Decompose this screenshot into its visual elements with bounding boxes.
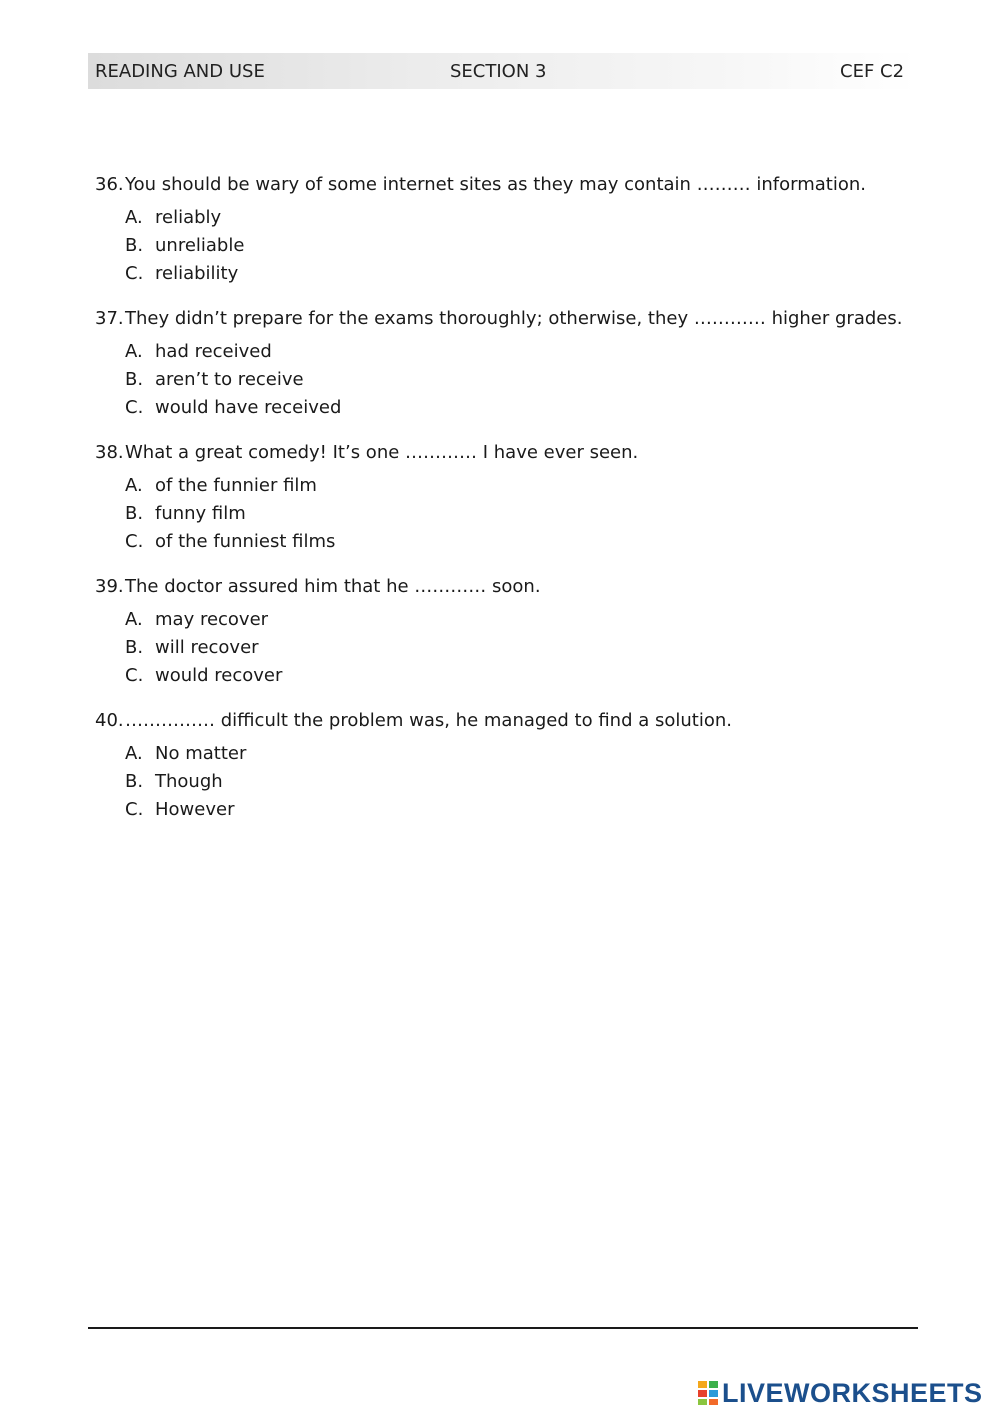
option-text: aren’t to receive xyxy=(155,369,304,390)
option-letter: B. xyxy=(125,235,144,256)
header-section: SECTION 3 xyxy=(450,61,547,82)
question-text: The doctor assured him that he ………… soon. xyxy=(125,576,541,597)
option-letter: A. xyxy=(125,207,143,228)
question-stem xyxy=(95,174,915,196)
option-letter: B. xyxy=(125,369,144,390)
logo-block xyxy=(708,1380,719,1389)
option-list xyxy=(125,207,915,291)
option-b[interactable] xyxy=(125,771,915,799)
question-number: 37. xyxy=(95,308,124,329)
brand-name: LIVEWORKSHEETS xyxy=(722,1378,983,1408)
option-letter: C. xyxy=(125,665,144,686)
option-c[interactable] xyxy=(125,397,915,425)
question-text: What a great comedy! It’s one ………… I have ever seen. xyxy=(125,442,639,463)
option-letter: A. xyxy=(125,743,143,764)
option-text: funny film xyxy=(155,503,246,524)
logo-block xyxy=(708,1389,719,1398)
question-number: 36. xyxy=(95,174,124,195)
option-letter: C. xyxy=(125,799,144,820)
option-text: would recover xyxy=(155,665,283,686)
question-number: 38. xyxy=(95,442,124,463)
option-letter: B. xyxy=(125,503,144,524)
question-stem xyxy=(95,576,915,598)
option-text: will recover xyxy=(155,637,259,658)
liveworksheets-logo-icon xyxy=(697,1380,719,1406)
logo-block xyxy=(697,1398,708,1406)
option-letter: C. xyxy=(125,263,144,284)
question-37 xyxy=(95,308,915,425)
question-number: 40. xyxy=(95,710,124,731)
option-letter: A. xyxy=(125,341,143,362)
option-c[interactable] xyxy=(125,799,915,827)
question-39 xyxy=(95,576,915,693)
option-letter: B. xyxy=(125,771,144,792)
option-a[interactable] xyxy=(125,341,915,369)
logo-block xyxy=(708,1398,719,1406)
option-text: may recover xyxy=(155,609,269,630)
question-stem xyxy=(95,308,915,330)
option-a[interactable] xyxy=(125,743,915,771)
option-text: would have received xyxy=(155,397,342,418)
option-list xyxy=(125,609,915,693)
option-text: reliability xyxy=(155,263,239,284)
option-letter: B. xyxy=(125,637,144,658)
option-text: unreliable xyxy=(155,235,245,256)
logo-block xyxy=(697,1389,708,1398)
footer-divider xyxy=(88,1327,918,1329)
option-a[interactable] xyxy=(125,475,915,503)
option-list xyxy=(125,341,915,425)
option-b[interactable] xyxy=(125,637,915,665)
option-c[interactable] xyxy=(125,665,915,693)
question-38 xyxy=(95,442,915,559)
option-text: However xyxy=(155,799,235,820)
question-text: …………… difficult the problem was, he managed to find a solution. xyxy=(125,710,732,731)
header-reading-and-use: READING AND USE xyxy=(95,61,265,82)
option-list xyxy=(125,475,915,559)
question-stem xyxy=(95,710,915,732)
header-level: CEF C2 xyxy=(840,61,905,82)
option-text: No matter xyxy=(155,743,247,764)
option-b[interactable] xyxy=(125,369,915,397)
option-text: Though xyxy=(155,771,223,792)
option-letter: A. xyxy=(125,609,143,630)
question-text: They didn’t prepare for the exams thoroughly; otherwise, they ………… higher grades. xyxy=(125,308,903,329)
question-number: 39. xyxy=(95,576,124,597)
option-letter: C. xyxy=(125,397,144,418)
question-text: You should be wary of some internet sites as they may contain ……… information. xyxy=(125,174,866,195)
liveworksheets-brand[interactable] xyxy=(697,1378,983,1408)
option-c[interactable] xyxy=(125,263,915,291)
option-a[interactable] xyxy=(125,207,915,235)
option-letter: A. xyxy=(125,475,143,496)
question-stem xyxy=(95,442,915,464)
option-a[interactable] xyxy=(125,609,915,637)
question-36 xyxy=(95,174,915,291)
option-letter: C. xyxy=(125,531,144,552)
logo-block xyxy=(697,1380,708,1389)
option-b[interactable] xyxy=(125,235,915,263)
question-40 xyxy=(95,710,915,827)
option-c[interactable] xyxy=(125,531,915,559)
option-text: of the funnier film xyxy=(155,475,317,496)
option-b[interactable] xyxy=(125,503,915,531)
option-text: had received xyxy=(155,341,272,362)
option-list xyxy=(125,743,915,827)
option-text: of the funniest films xyxy=(155,531,336,552)
option-text: reliably xyxy=(155,207,222,228)
